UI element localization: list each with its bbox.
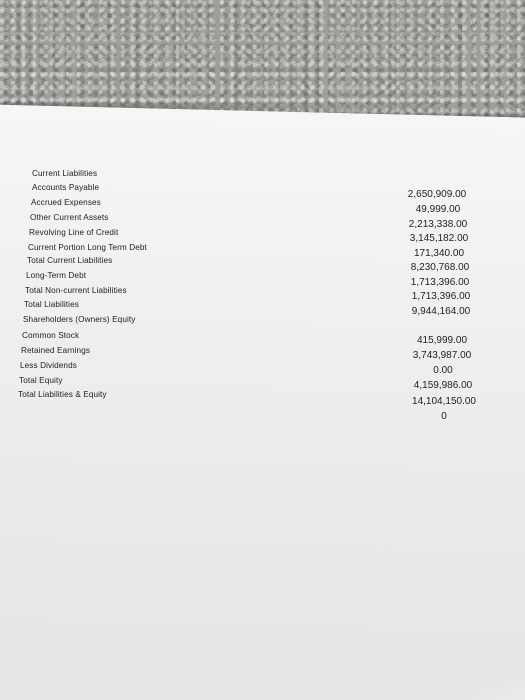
- value-current-portion-ltd: 171,340.00: [413, 248, 465, 259]
- value-total-non-current-liabilities: 1,713,396.00: [411, 291, 471, 302]
- value-revolving-line-of-credit: 3,145,182.00: [409, 233, 469, 244]
- label-total-non-current-liabilities: Total Non-current Liabilities: [25, 286, 127, 295]
- label-less-dividends: Less Dividends: [20, 361, 77, 370]
- label-total-liabilities: Total Liabilities: [24, 300, 79, 309]
- value-accrued-expenses: 49,999.00: [415, 204, 461, 215]
- label-common-stock: Common Stock: [22, 331, 80, 340]
- light-glare: [414, 665, 525, 700]
- label-total-liabilities-equity: Total Liabilities & Equity: [18, 390, 107, 399]
- value-retained-earnings: 3,743,987.00: [412, 350, 472, 361]
- label-current-liabilities: Current Liabilities: [32, 169, 98, 178]
- value-other-current-assets: 2,213,338.00: [408, 219, 468, 230]
- value-accounts-payable: 2,650,909.00: [407, 189, 467, 200]
- value-total-liabilities-equity: 14,104,150.00: [412, 396, 476, 407]
- label-shareholders-equity: Shareholders (Owners) Equity: [23, 315, 136, 324]
- value-long-term-debt: 1,713,396.00: [410, 277, 470, 288]
- value-total-equity: 4,159,986.00: [413, 380, 473, 391]
- value-less-dividends: 0.00: [433, 365, 453, 376]
- label-accrued-expenses: Accrued Expenses: [31, 198, 101, 207]
- label-long-term-debt: Long-Term Debt: [26, 271, 87, 280]
- label-other-current-assets: Other Current Assets: [30, 213, 109, 222]
- value-common-stock: 415,999.00: [416, 335, 468, 346]
- value-total-liabilities: 9,944,164.00: [411, 306, 471, 317]
- value-total-current-liabilities: 8,230,768.00: [410, 262, 470, 273]
- label-total-equity: Total Equity: [19, 376, 63, 385]
- label-accounts-payable: Accounts Payable: [32, 183, 100, 192]
- label-retained-earnings: Retained Earnings: [21, 346, 91, 355]
- value-balance-check: 0: [441, 411, 447, 422]
- label-revolving-line-of-credit: Revolving Line of Credit: [29, 228, 119, 237]
- label-current-portion-ltd: Current Portion Long Term Debt: [28, 243, 147, 252]
- label-total-current-liabilities: Total Current Liabilities: [27, 256, 113, 265]
